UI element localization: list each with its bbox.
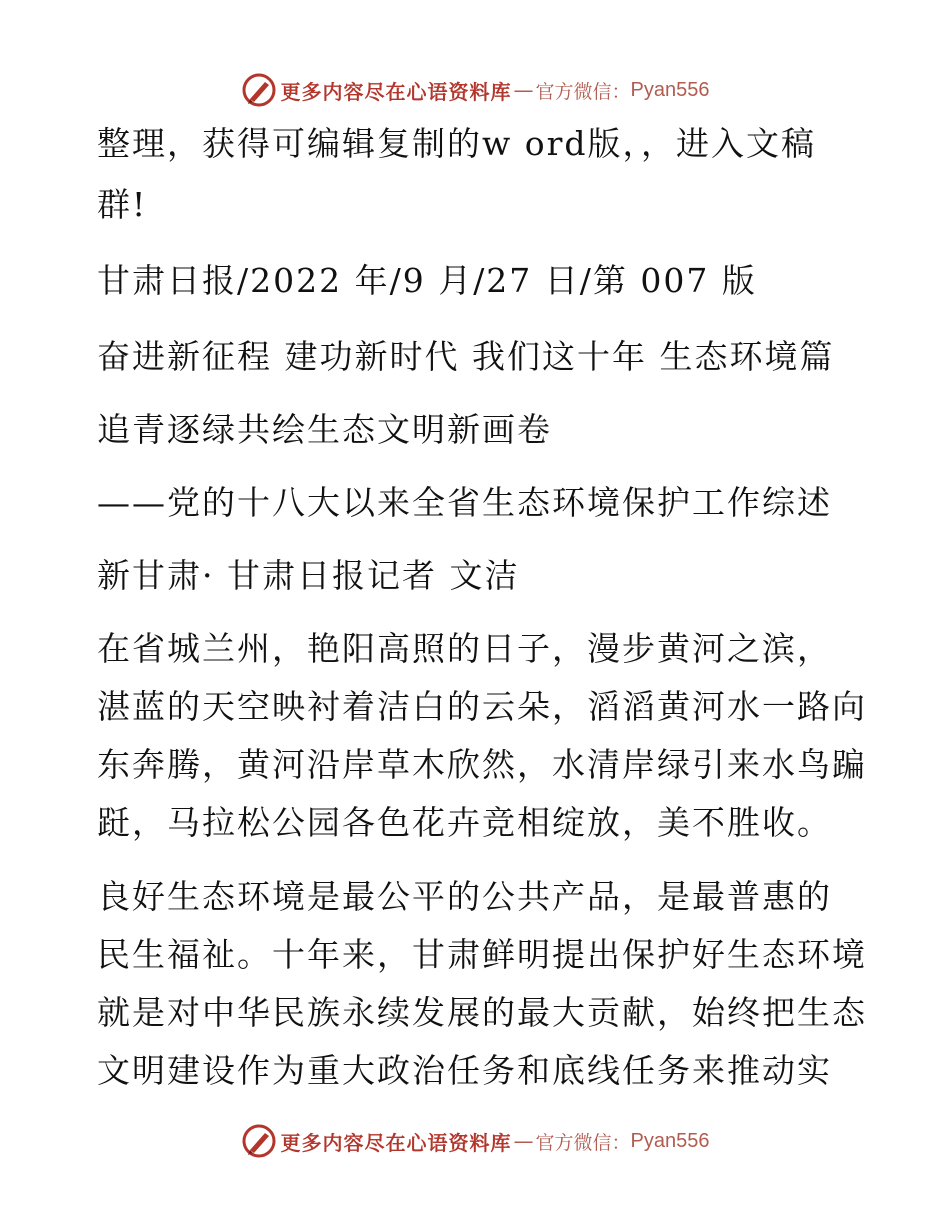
watermark-separator: — — [513, 78, 534, 102]
byline: 新甘肃· 甘肃日报记者 文洁 — [97, 556, 520, 595]
text-line: 东奔腾，黄河沿岸草木欣然，水清岸绿引来水鸟蹁 — [97, 745, 867, 784]
text-line: 整理，获得可编辑复制的w ord版，，进入文稿 — [97, 124, 817, 163]
watermark-wechat-id: Pyan556 — [630, 78, 710, 101]
text-line: 湛蓝的天空映衬着洁白的云朵，滔滔黄河水一路向 — [97, 687, 867, 726]
watermark-banner-top — [0, 70, 950, 110]
text-line: 良好生态环境是最公平的公共产品，是最普惠的 — [97, 877, 832, 916]
watermark-wechat-label: 官方微信： — [535, 1131, 631, 1154]
text-line: 跹，马拉松公园各色花卉竞相绽放，美不胜收。 — [97, 803, 832, 842]
watermark-wechat-label: 官方微信： — [535, 80, 631, 103]
text-line: 追青逐绿共绘生态文明新画卷 — [97, 410, 552, 449]
text-line: 就是对中华民族永续发展的最大贡献，始终把生态 — [97, 993, 867, 1032]
text-line: 在省城兰州，艳阳高照的日子，漫步黄河之滨， — [97, 629, 832, 668]
text-line: 群! — [97, 185, 148, 224]
text-line: 民生福祉。十年来，甘肃鲜明提出保护好生态环境 — [97, 935, 867, 974]
text-line: 甘肃日报/2022 年/9 月/27 日/第 007 版 — [97, 261, 757, 300]
pen-logo-icon — [241, 72, 277, 108]
watermark-text: 更多内容尽在心语资料库 — [280, 79, 512, 104]
text-line: 文明建设作为重大政治任务和底线任务来推动实 — [97, 1051, 832, 1090]
watermark-banner-bottom — [0, 1121, 950, 1161]
watermark-wechat-id: Pyan556 — [630, 1129, 710, 1152]
watermark-separator: — — [513, 1129, 534, 1153]
text-line: ——党的十八大以来全省生态环境保护工作综述 — [97, 483, 832, 522]
text-line: 奋进新征程 建功新时代 我们这十年 生态环境篇 — [97, 337, 835, 376]
document-body — [97, 118, 867, 1097]
watermark-text: 更多内容尽在心语资料库 — [280, 1130, 512, 1155]
pen-logo-icon — [241, 1123, 277, 1159]
